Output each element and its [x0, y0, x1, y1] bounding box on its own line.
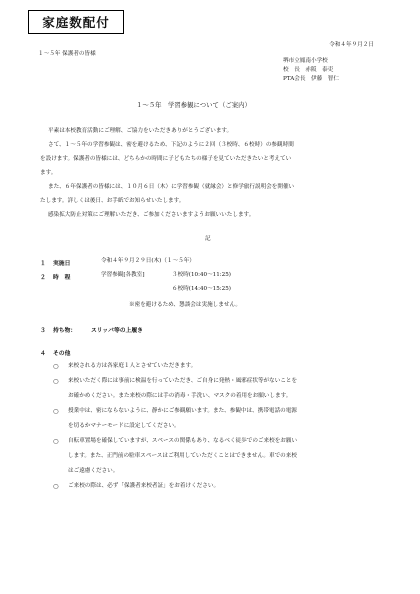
bullet-line: を切るかマナーモードに設定してください。: [68, 423, 180, 429]
bullet-line: 来校される方は各家庭１人とさせていただきます。: [68, 363, 197, 369]
bullet-line: 自転車置場を確保していますが、スペースの関係もあり、なるべく徒歩でのご来校をお願い: [68, 438, 298, 444]
paragraph-line: また、６年保護者の皆様には、１０月６日（木）に学習参観（就縁会）と修学旅行説明会を開催い: [48, 184, 295, 190]
paragraph-line: 感染拡大防止対策にご理解いただき、ご参加くださいますようお願いいたします。: [48, 212, 255, 218]
ki-marker: 記: [205, 236, 211, 242]
paragraph-line: さて、１～５年の学習参観は、密を避けるため、下記のように２回（３校時、６校時）の参観時間: [48, 142, 294, 148]
section-1-label: 実施日: [53, 261, 71, 267]
bullet-line: します。また、正門前の駐車スペースはご利用していただくことはできません。車での来校: [68, 453, 297, 459]
issue-date: 令和４年９月２日: [329, 42, 374, 48]
bullet-icon: ○: [53, 408, 59, 415]
section-2-label: 時 程: [53, 275, 71, 281]
visit-location: 学習参観[各教室]: [101, 272, 145, 278]
sender-school: 堺市立鳳南小学校: [283, 58, 328, 64]
paragraph-line: を設けます。保護者の皆様には、どちらかの時間に子どもたちの様子を見ていただきたいと考えてい: [40, 156, 292, 162]
document-title: １～５年 学習参観について（ご案内）: [136, 101, 251, 109]
bullet-icon: ○: [53, 438, 59, 445]
bullet-icon: ○: [53, 483, 59, 490]
bullet-line: 授業中は、密にならないように、静かにご参観願います。また、参観中は、携帯電話の電源: [68, 408, 297, 414]
bullet-icon: ○: [53, 363, 59, 370]
section-4-number: ４: [40, 351, 46, 357]
bullet-line: ご来校の際は、必ず「保護者来校者証」をお着けください。: [68, 483, 220, 489]
bullet-line: お確かめください。また来校の際には手の消毒・手洗い、マスクの着用をお願いします。: [68, 393, 292, 399]
recipient: １～５年 保護者の皆様: [38, 51, 96, 57]
bullet-line: 来校いただく際には事前に検温を行っていただき、ご自身に発熱・風邪症状等がないことを: [68, 378, 298, 384]
paragraph-line: たします。詳しくは後日、お手紙でお知らせいたします。: [40, 198, 185, 204]
paragraph-line: ます。: [40, 170, 57, 176]
section-3-label: 持ち物：: [53, 328, 77, 334]
section-1-value: 令和４年９月２９日(木)（１～５年）: [101, 258, 195, 264]
section-2-number: ２: [40, 275, 46, 281]
sender-pta: PTA会長 伊藤 智仁: [283, 76, 339, 82]
section-3-number: ３: [40, 328, 46, 334]
bullet-icon: ○: [53, 378, 59, 385]
paragraph-line: 平素は本校教育活動にご理解、ご協力をいただきありがとうございます。: [48, 128, 233, 134]
sender-principal: 校 長 赤阪 泰吏: [283, 67, 334, 73]
distribution-label: 家庭数配付: [28, 10, 124, 34]
bullet-line: はご遠慮ください。: [68, 468, 119, 474]
schedule-note: ※密を避けるため、懇談会は実施しません。: [129, 302, 241, 308]
section-3-value: スリッパ等の上履き: [91, 328, 143, 334]
timeslot-6th-period: ６校時(14:40～15:25): [172, 286, 231, 292]
timeslot-3rd-period: ３校時(10:40～11:25): [172, 272, 231, 278]
section-1-number: １: [40, 261, 46, 267]
section-4-label: その他: [53, 351, 71, 357]
